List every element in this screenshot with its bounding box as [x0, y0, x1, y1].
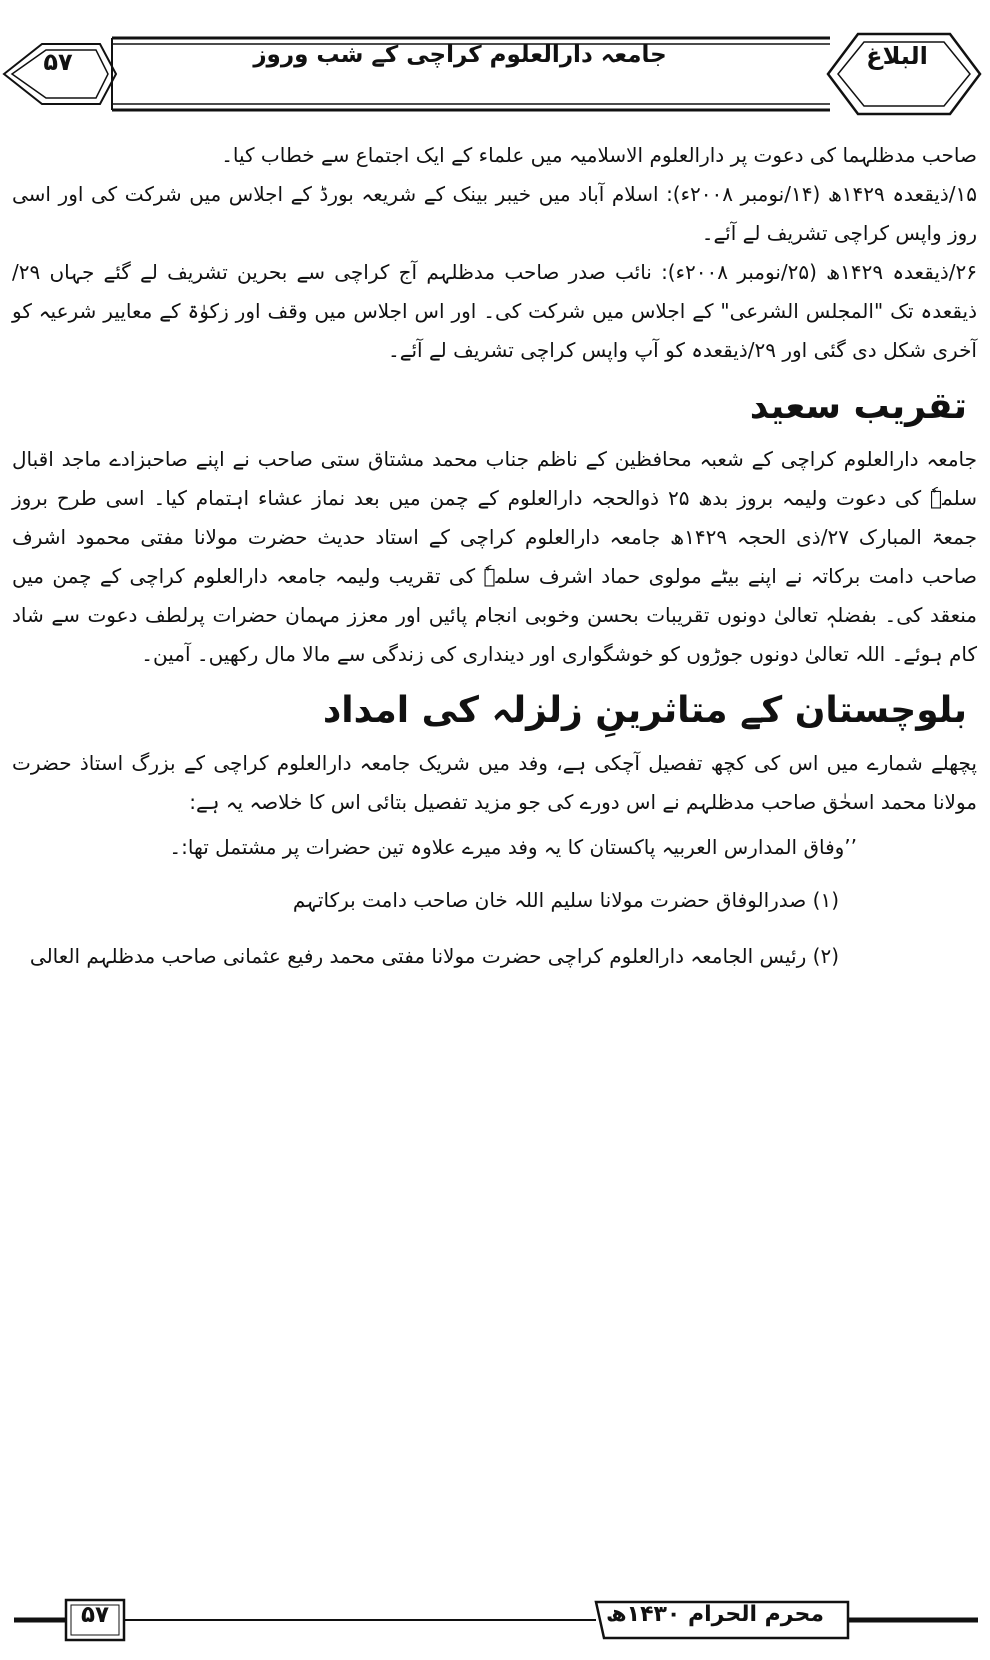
section-heading: تقریب سعید [749, 386, 967, 427]
article-body [12, 136, 977, 984]
paragraph: پچھلے شمارے میں اس کی کچھ تفصیل آچکی ہے، وفد میں شریک جامعہ دارالعلوم کراچی کے بزرگ استاذ حضرت مولانا محمد اسحٰق صاحب مدظلہم نے اس دورے کی جو مزید تفصیل بتائی اس کا خلاصہ یہ ہے: [12, 751, 977, 814]
paragraph: جامعہ دارالعلوم کراچی کے شعبہ محافظین کے ناظم جناب محمد مشتاق ستی صاحب نے اپنے صاحبزادے ماجد اقبال سلمہٗ کی دعوت ولیمہ بروز بدھ ۲۵ ذوالحجہ دارالعلوم کے چمن میں بعد نماز عشاء اہتمام کیا۔ اسی طرح بروز جمعۃ المبارک ۲۷/ذی الحجہ ۱۴۲۹ھ جامعہ دارالعلوم کراچی کے استاد حدیث حضرت مولانا مفتی محمود اشرف صاحب دامت برکاتہ نے اپنے بیٹے مولوی حماد اشرف سلمہٗ کی تقریب ولیمہ جامعہ دارالعلوم کراچی کے چمن میں منعقد کی۔ بفضلہٖ تعالیٰ دونوں تقریبات بحسن وخوبی انجام پائیں اور معزز مہمان حضرات پرلطف دعوت سے شاد کام ہوئے۔ اللہ تعالیٰ دونوں جوڑوں کو خوشگواری اور دینداری کی زندگی سے مالا مال رکھیں۔ آمین۔ [12, 447, 978, 666]
header-page-number: ۵۷ [43, 48, 73, 76]
paragraph: ۲۶/ذیقعدہ ۱۴۲۹ھ (۲۵/نومبر ۲۰۰۸ء): نائب صدر صاحب مدظلہم آج کراچی سے بحرین تشریف لے گئے جہاں ۲۹/ذیقعدہ تک "المجلس الشرعی" کے اجلاس میں شرکت کی۔ اور اس اجلاس میں وقف اور زکوٰۃ کے معاییر شرعیہ کو آخری شکل دی گئی اور ۲۹/ذیقعدہ کو آپ واپس کراچی تشریف لے آئے۔ [12, 260, 978, 362]
running-title: جامعہ دارالعلوم کراچی کے شب وروز [253, 42, 667, 68]
paragraph: ۱۵/ذیقعدہ ۱۴۲۹ھ (۱۴/نومبر ۲۰۰۸ء): اسلام آباد میں خیبر بینک کے شریعہ بورڈ کے اجلاس میں شرکت کی اور اسی روز واپس کراچی تشریف لے آئے۔ [12, 182, 978, 245]
footer-page-number: ۵۷ [80, 1602, 110, 1628]
page-footer [0, 1590, 990, 1660]
magazine-logo: البلاغ [866, 42, 928, 70]
list-item: (۲) رئیس الجامعہ دارالعلوم کراچی حضرت مولانا مفتی محمد رفیع عثمانی صاحب مدظلہم العالی [29, 944, 839, 968]
footer-frame [0, 1590, 990, 1660]
quote-line: ’’وفاق المدارس العربیہ پاکستان کا یہ وفد میرے علاوہ تین حضرات پر مشتمل تھا:۔ [169, 835, 857, 859]
list-item: (۱) صدرالوفاق حضرت مولانا سلیم اللہ خان صاحب دامت برکاتہم [292, 888, 839, 912]
section-heading: بلوچستان کے متاثرینِ زلزلہ کی امداد [322, 690, 967, 731]
paragraph: صاحب مدظلہما کی دعوت پر دارالعلوم الاسلامیہ میں علماء کے ایک اجتماع سے خطاب کیا۔ [221, 143, 977, 167]
issue-date: محرم الحرام ۱۴۳۰ھ [606, 1602, 824, 1627]
page-header [0, 0, 990, 135]
